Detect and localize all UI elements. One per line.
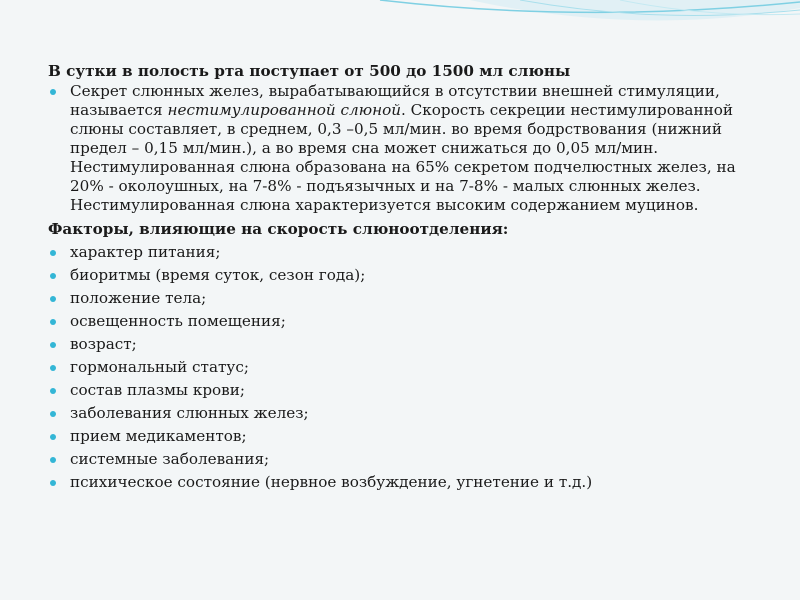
bullet-icon: [50, 319, 56, 325]
slide-heading: В сутки в полость рта поступает от 500 до 1500 мл слюны: [48, 62, 571, 80]
list-item: [48, 473, 758, 496]
list-item-text: характер питания;: [70, 243, 221, 261]
list-item: [48, 243, 758, 266]
slide-content: [48, 62, 758, 496]
list-item-text: освещенность помещения;: [70, 312, 286, 330]
factors-heading: Факторы, влияющие на скорость слюноотделения:: [48, 220, 509, 238]
bullet-icon: [50, 342, 56, 348]
paragraph-text-end: . Скорость секреции нестимулированной слюны составляет, в среднем, 0,3 –0,5 мл/мин. во время бодрствования (нижний предел – 0,15 мл/мин.), а во время сна может снижаться до 0,05 мл/мин. Нестимулированная слюна образована на 65% секретом подчелюстных желез, на 20% - околоушных, на 7-8% - подъязычных и на 7-8% - малых слюнных желез. Нестимулированная слюна характеризуется высоким содержанием муцинов.: [70, 101, 736, 214]
bullet-icon: [50, 411, 56, 417]
factors-list: [48, 243, 758, 496]
decorative-waves: [0, 0, 800, 60]
bullet-icon: [50, 273, 56, 279]
bullet-icon: [50, 457, 56, 463]
list-item-text: состав плазмы крови;: [70, 381, 245, 399]
bullet-icon: [50, 296, 56, 302]
bullet-icon: [50, 89, 56, 95]
bullet-icon: [50, 480, 56, 486]
list-item: [48, 404, 758, 427]
bullet-icon: [50, 434, 56, 440]
list-item-text: системные заболевания;: [70, 450, 270, 468]
list-item: [48, 381, 758, 404]
bullet-icon: [50, 365, 56, 371]
list-item: [48, 427, 758, 450]
bullet-icon: [50, 388, 56, 394]
list-item: [48, 289, 758, 312]
saliva-paragraph: [48, 82, 758, 215]
paragraph-text-start: Секрет слюнных желез, вырабатывающийся в отсутствии внешней стимуляции, называется: [70, 82, 720, 119]
paragraph-italic-term: нестимулированной слюной: [167, 101, 401, 119]
list-item-text: заболевания слюнных желез;: [70, 404, 309, 422]
list-item-text: гормональный статус;: [70, 358, 249, 376]
list-item-text: биоритмы (время суток, сезон года);: [70, 266, 366, 284]
list-item-text: прием медикаментов;: [70, 427, 247, 445]
list-item: [48, 335, 758, 358]
list-item: [48, 266, 758, 289]
list-item: [48, 358, 758, 381]
list-item-text: возраст;: [70, 335, 137, 353]
list-item-text: положение тела;: [70, 289, 207, 307]
list-item: [48, 312, 758, 335]
list-item: [48, 450, 758, 473]
list-item-text: психическое состояние (нервное возбуждение, угнетение и т.д.): [70, 473, 593, 491]
bullet-icon: [50, 250, 56, 256]
